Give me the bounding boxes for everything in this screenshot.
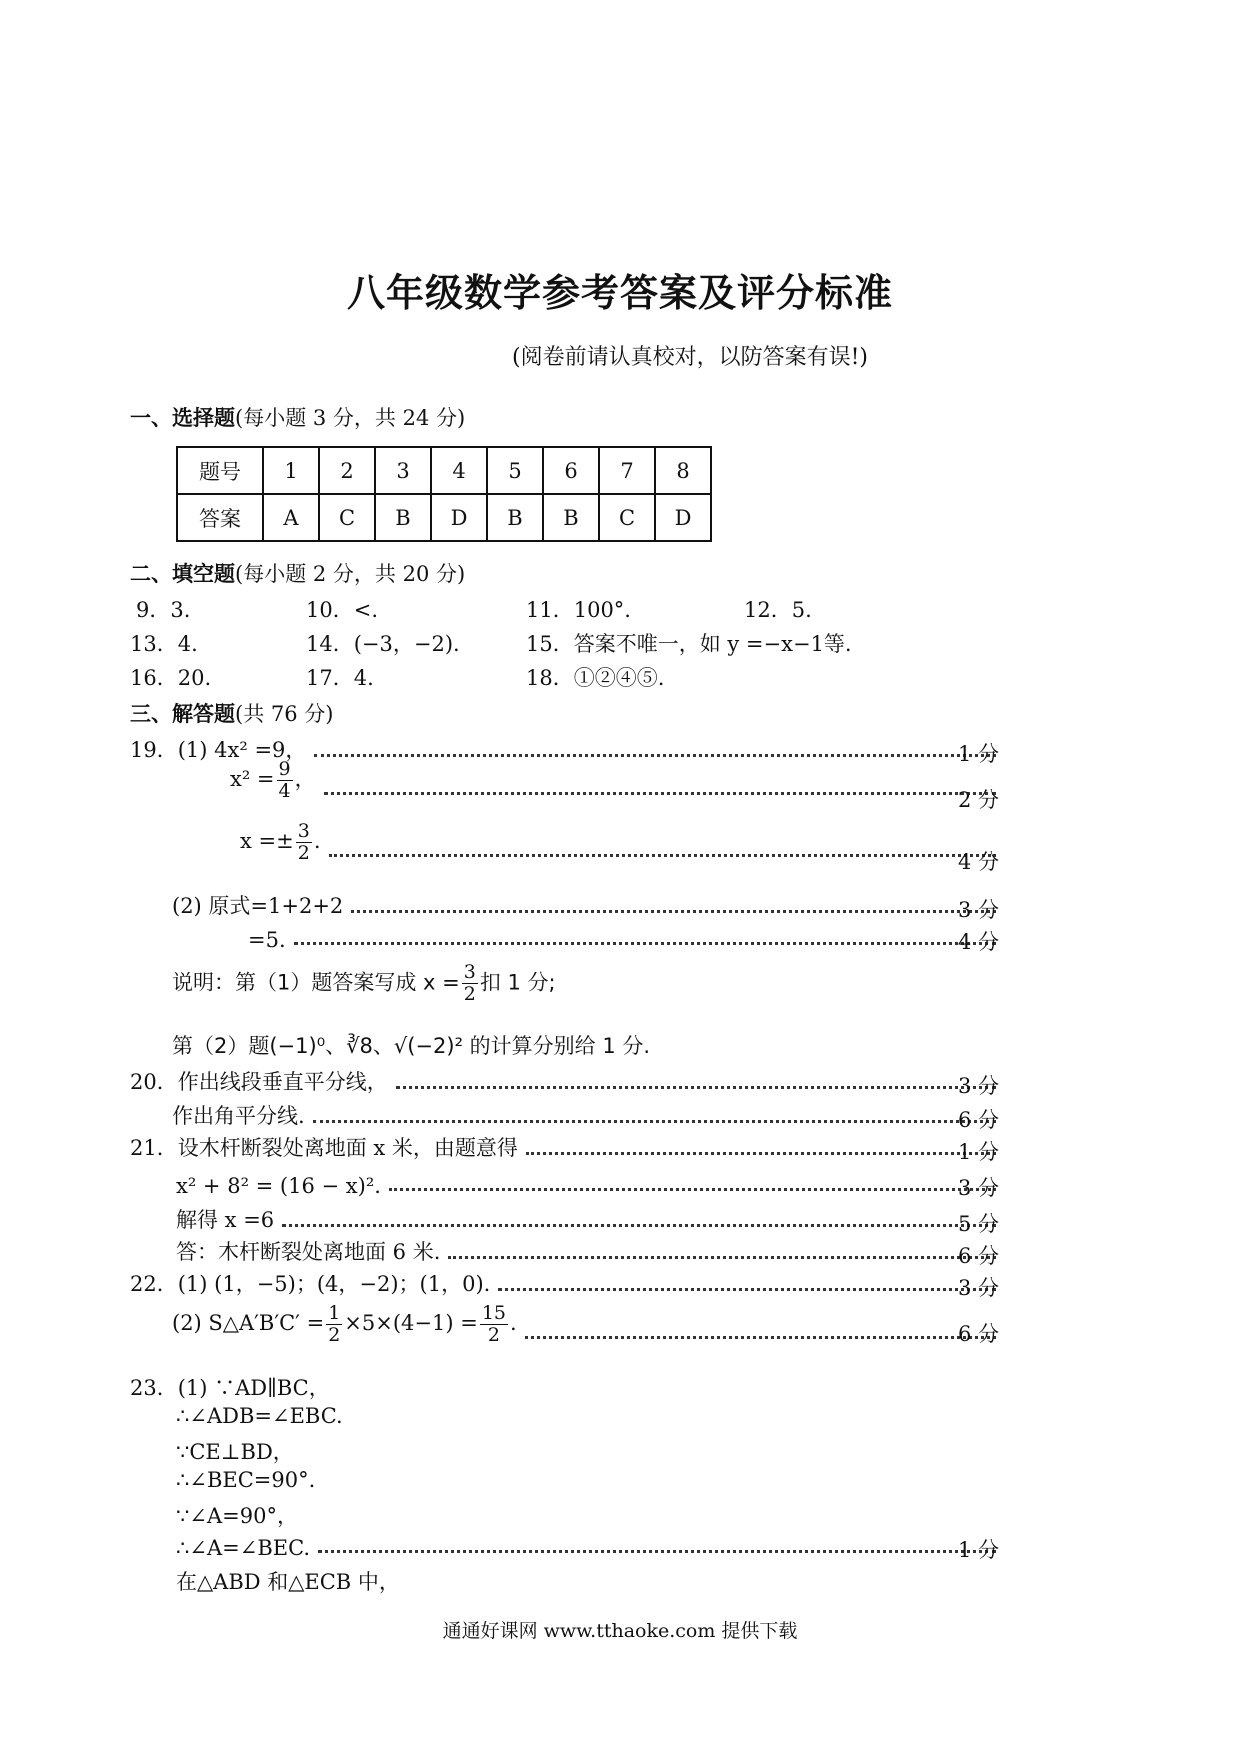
solution-line: x =± $\frac{3}{2}$ .	[240, 834, 1000, 864]
fill-answer: 14．(−3，−2).	[306, 632, 460, 656]
section-2-note: (每小题 2 分，共 20 分)	[235, 562, 466, 586]
score-label: 3 分	[958, 1276, 1000, 1300]
proof-line: ∴∠ADB=∠EBC.	[176, 1404, 343, 1428]
score-label: 6 分	[958, 1322, 1000, 1346]
fill-answer: 17．4.	[306, 666, 374, 690]
score-label: 3 分	[958, 1074, 1000, 1098]
fill-answer: 13．4.	[130, 632, 198, 656]
table-cell: B	[375, 494, 431, 541]
score-label: 6 分	[958, 1244, 1000, 1268]
solution-line: x² + 8² = (16 − x)².	[176, 1168, 1000, 1198]
section-3-heading	[130, 698, 333, 728]
fill-answer: 15．答案不唯一，如 y =−x−1等.	[526, 632, 852, 656]
answer-table	[176, 446, 712, 542]
table-row	[177, 494, 711, 541]
score-label: 3 分	[958, 1176, 1000, 1200]
proof-line: ∴∠BEC=90°.	[176, 1468, 316, 1492]
table-cell: 题号	[177, 447, 263, 494]
table-cell: B	[543, 494, 599, 541]
score-label: 2 分	[958, 788, 1000, 812]
note-line: 第（2）题(−1)⁰、∛8、√(−2)² 的计算分别给 1 分.	[172, 1034, 651, 1058]
section-1-note: (每小题 3 分，共 24 分)	[235, 406, 466, 430]
table-cell: 5	[487, 447, 543, 494]
fill-answer: 16．20.	[130, 666, 212, 690]
solution-line: 20．作出线段垂直平分线，	[130, 1066, 1000, 1096]
table-cell: D	[431, 494, 487, 541]
table-cell: 6	[543, 447, 599, 494]
proof-line: ∵CE⊥BD，	[176, 1440, 294, 1464]
score-label: 3 分	[958, 898, 1000, 922]
score-label: 1 分	[958, 1140, 1000, 1164]
solution-line: 22．(1) (1，−5)；(4，−2)；(1，0).	[130, 1268, 1000, 1298]
score-label: 6 分	[958, 1108, 1000, 1132]
section-3-note: (共 76 分)	[235, 702, 334, 726]
solution-line: x² = $\frac{9}{4}$ ，	[230, 772, 1000, 802]
page-subtitle: (阅卷前请认真校对，以防答案有误!)	[511, 345, 868, 370]
table-row	[177, 447, 711, 494]
section-1-title: 一、选择题	[130, 406, 235, 430]
table-cell: C	[319, 494, 375, 541]
fill-answer: 11．100°.	[526, 598, 631, 622]
table-cell: 1	[263, 447, 319, 494]
fill-answer: 12．5.	[744, 598, 812, 622]
section-2-heading	[130, 558, 465, 588]
solution-line: ∴∠A=∠BEC.	[176, 1530, 1000, 1560]
fill-answer: 18．①②④⑤.	[526, 666, 665, 690]
table-cell: 答案	[177, 494, 263, 541]
table-cell: B	[487, 494, 543, 541]
table-cell: C	[599, 494, 655, 541]
section-3-title: 三、解答题	[130, 702, 235, 726]
score-label: 4 分	[958, 930, 1000, 954]
proof-line: ∵∠A=90°，	[176, 1504, 298, 1528]
solution-line: (2) 原式=1+2+2	[172, 890, 1000, 920]
score-label: 1 分	[958, 742, 1000, 766]
fill-answer: 9．3.	[136, 598, 191, 622]
table-cell: 7	[599, 447, 655, 494]
score-label: 5 分	[958, 1212, 1000, 1236]
solution-line: (2) S△A′B′C′ = $\frac{1}{2}$ ×5×(4−1) = $\frac{15}{2}$ .	[172, 1306, 1000, 1346]
table-cell: 4	[431, 447, 487, 494]
table-cell: 3	[375, 447, 431, 494]
table-cell: A	[263, 494, 319, 541]
page-title: 八年级数学参考答案及评分标准	[346, 271, 893, 315]
solution-line: =5.	[248, 922, 1000, 952]
fill-answer: 10．<.	[306, 598, 378, 622]
solution-line: 19．(1) 4x² =9，	[130, 734, 1000, 764]
proof-line: 23．(1) ∵AD∥BC，	[130, 1376, 330, 1400]
solution-line: 答：木杆断裂处离地面 6 米.	[176, 1236, 1000, 1266]
section-2-title: 二、填空题	[130, 562, 235, 586]
solution-line: 作出角平分线.	[172, 1100, 1000, 1130]
table-cell: D	[655, 494, 711, 541]
score-label: 1 分	[958, 1538, 1000, 1562]
section-1-heading	[130, 402, 465, 432]
solution-line: 21．设木杆断裂处离地面 x 米，由题意得	[130, 1132, 1000, 1162]
solution-line: 解得 x =6	[176, 1204, 1000, 1234]
page-footer: 通通好课网 www.tthaoke.com 提供下载	[442, 1620, 798, 1642]
table-cell: 2	[319, 447, 375, 494]
proof-line: 在△ABD 和△ECB 中，	[176, 1570, 400, 1594]
table-cell: 8	[655, 447, 711, 494]
note-line: 说明：第（1）题答案写成 x = $\frac{3}{2}$ 扣 1 分;	[172, 961, 556, 1005]
score-label: 4 分	[958, 850, 1000, 874]
